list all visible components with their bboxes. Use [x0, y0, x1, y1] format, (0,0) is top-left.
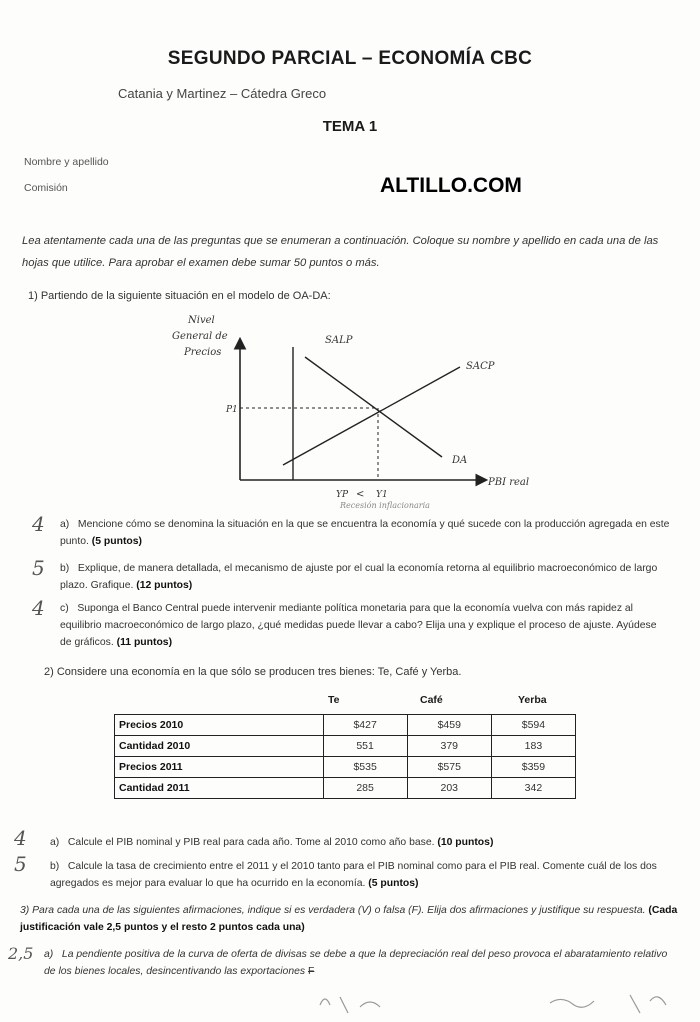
row-label: Cantidad 2010: [115, 736, 324, 757]
y-label-1: Nivel: [188, 315, 215, 326]
col-yerba: Yerba: [518, 694, 547, 706]
q2a-item: [50, 834, 680, 851]
yp-label: YP: [336, 490, 348, 500]
commission-label: Comisión: [24, 182, 68, 194]
table-cell: $575: [407, 757, 491, 778]
q2b-text: Calcule la tasa de crecimiento entre el 2011 y el 2010 tanto para el PIB nominal como para el PIB real. Comente cuál de los dos agregados es mejor para evaluar lo que ha ocurrido en la economía.: [50, 861, 657, 889]
x-label: PBI real: [488, 477, 530, 488]
table-cell: $594: [491, 715, 575, 736]
q1a-points: (5 puntos): [91, 536, 142, 547]
table-cell: 342: [491, 778, 575, 799]
q2b-grade: 5: [14, 852, 27, 876]
q2a-grade: 4: [14, 826, 27, 850]
q1a-grade: 4: [32, 512, 45, 536]
goods-table: [114, 714, 576, 799]
q1a-text: Mencione cómo se denomina la situación en la que se encuentra la economía y qué sucede con la producción agregada en este punto.: [60, 519, 670, 547]
q1c-points: (11 puntos): [116, 637, 173, 648]
row-label: Cantidad 2011: [115, 778, 324, 799]
q1c-text: Suponga el Banco Central puede intervenir mediante política monetaria para que la economía vuelva con más rapidez al equilibrio macroeconómico de largo plazo, ¿qué medidas puede llevar a cabo? Elija una y explique el proceso de ajuste. Ayúdese de gráficos.: [60, 603, 657, 648]
y-label-2: General de: [172, 331, 228, 342]
q3a-letter: a): [44, 949, 54, 960]
table-cell: 183: [491, 736, 575, 757]
sa-cp-label: SACP: [466, 361, 495, 372]
q1c-grade: 4: [32, 596, 45, 620]
q3-points: (Cada justificación vale 2,5 puntos y el resto 2 puntos cada una): [20, 905, 678, 933]
table-cell: 379: [407, 736, 491, 757]
q3-prompt: [20, 902, 680, 936]
q2b-letter: b): [50, 861, 60, 872]
y1-label: Y1: [376, 490, 388, 500]
table-row: [115, 715, 576, 736]
q3a-answer: F: [307, 966, 315, 977]
q1c-item: [60, 600, 670, 651]
table-cell: $359: [491, 757, 575, 778]
table-cell: 203: [407, 778, 491, 799]
q1-prompt: 1) Partiendo de la siguiente situación en el modelo de OA-DA:: [28, 290, 331, 302]
table-row: [115, 757, 576, 778]
q1a-letter: a): [60, 519, 70, 530]
table-cell: $535: [323, 757, 407, 778]
q1c-letter: c): [60, 603, 69, 614]
sa-lp-label: SALP: [325, 335, 353, 346]
q2b-points: (5 puntos): [368, 878, 419, 889]
q3a-item: [44, 946, 680, 980]
q1a-item: [60, 516, 670, 550]
handwritten-annotation: Recesión inflacionaria: [340, 501, 430, 510]
lt-sign: <: [356, 489, 365, 500]
q2-prompt: 2) Considere una economía en la que sólo se producen tres bienes: Te, Café y Yerba.: [44, 666, 462, 678]
q3a-grade: 2,5: [8, 944, 34, 963]
exam-title: SEGUNDO PARCIAL – ECONOMÍA CBC: [167, 48, 533, 69]
row-label: Precios 2011: [115, 757, 324, 778]
q1b-text: Explique, de manera detallada, el mecanismo de ajuste por el cual la economía retorna al equilibrio macroeconómico de largo plazo. Grafique.: [60, 563, 658, 591]
q2b-item: [50, 858, 680, 892]
oa-da-graph: [150, 305, 550, 510]
q1b-grade: 5: [32, 556, 45, 580]
p1-label: P1: [226, 405, 238, 415]
q1b-item: [60, 560, 670, 594]
da-label: DA: [452, 455, 468, 466]
name-label: Nombre y apellido: [24, 156, 109, 168]
handwritten-scribbles: [300, 985, 690, 1019]
row-label: Precios 2010: [115, 715, 324, 736]
q3-prompt-text: 3) Para cada una de las siguientes afirmaciones, indique si es verdadera (V) o falsa (F). Elija dos afirmaciones y justifique su respuesta.: [20, 905, 646, 916]
intro-paragraph: Lea atentamente cada una de las preguntas que se enumeran a continuación. Coloque su nombre y apellido en cada una de las hojas que utilice. Para aprobar el examen debe sumar 50 puntos o más.: [22, 235, 659, 269]
exam-tema: TEMA 1: [322, 118, 378, 135]
q1b-points: (12 puntos): [136, 580, 193, 591]
q2a-text: Calcule el PIB nominal y PIB real para cada año. Tome al 2010 como año base.: [67, 837, 435, 848]
table-cell: 551: [323, 736, 407, 757]
q2a-points: (10 puntos): [437, 837, 494, 848]
table-cell: 285: [323, 778, 407, 799]
q3a-text: La pendiente positiva de la curva de oferta de divisas se debe a que la depreciación real del peso provoca el abaratamiento relativo de los bienes locales, desincentivando las exportaciones: [44, 949, 668, 977]
table-row: [115, 778, 576, 799]
q1b-letter: b): [60, 563, 70, 574]
table-cell: $459: [407, 715, 491, 736]
q2a-letter: a): [50, 837, 60, 848]
table-row: [115, 736, 576, 757]
y-label-3: Precios: [184, 347, 222, 358]
col-te: Te: [328, 694, 340, 706]
table-cell: $427: [323, 715, 407, 736]
watermark: ALTILLO.COM: [380, 174, 522, 197]
col-cafe: Café: [420, 694, 443, 706]
exam-subtitle: Catania y Martinez – Cátedra Greco: [118, 86, 327, 101]
